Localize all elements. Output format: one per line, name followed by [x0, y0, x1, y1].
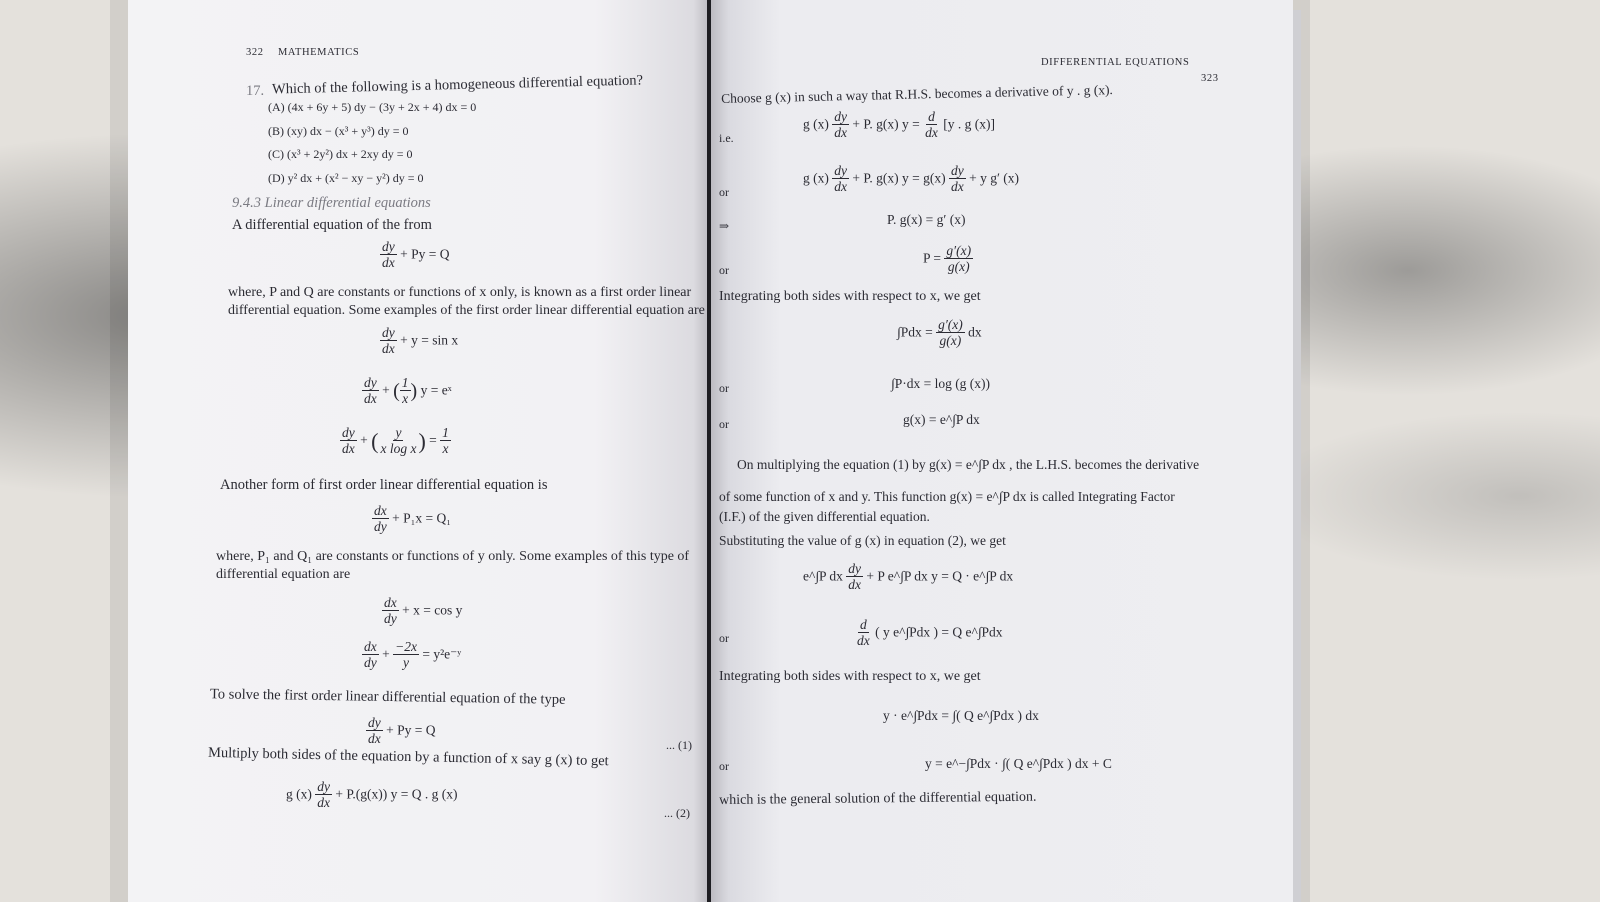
left-page — [128, 0, 711, 902]
solve-text: To solve the first order linear differential equation of the type — [209, 686, 566, 708]
left-page-number: 322 — [246, 47, 264, 58]
integrating-text-2: Integrating both sides with respect to x, we get — [719, 669, 981, 684]
equation-2-tag: ... (2) — [664, 806, 690, 820]
equation-1: $\frac{dy}{dx}$ + Py = Q — [368, 715, 436, 747]
fraction-dy-dx: $\frac{dy}{dx}$ — [382, 239, 395, 271]
equation-derivative-form: $\frac{d}{dx}$ ( y e^∫Pdx ) = Q e^∫Pdx — [857, 617, 1003, 649]
equation-1-tag: ... (1) — [666, 738, 692, 752]
multiplying-line-3: (I.F.) of the given differential equation. — [719, 509, 930, 524]
option-d: (D) y² dx + (x² − xy − y²) dy = 0 — [268, 171, 424, 185]
option-b: (B) (xy) dx − (x³ + y³) dy = 0 — [268, 124, 409, 138]
equation-p-g: P. g(x) = g′ (x) — [887, 212, 966, 227]
example-4: $\frac{dx}{dy}$ + x = cos y — [384, 595, 463, 627]
substituting-text: Substituting the value of g (x) in equation (2), we get — [719, 533, 1006, 548]
or-label-4: or — [719, 417, 729, 431]
equation-int-pdx: ∫Pdx = $\frac{g'(x)}{g(x)}$ dx — [897, 317, 982, 349]
equation-substituted: e^∫P dx $\frac{dy}{dx}$ + P e^∫P dx y = Q · e^∫P dx — [803, 561, 1014, 593]
or-label-1: or — [719, 185, 729, 199]
equation-int-log: ∫P·dx = log (g (x)) — [891, 376, 991, 391]
equation-ie: g (x) $\frac{dy}{dx}$ + P. g(x) y = $\frac{d}{dx}$ [y . g (x)] — [803, 109, 995, 141]
integrating-text-1: Integrating both sides with respect to x, we get — [719, 289, 981, 304]
or-label-2: or — [719, 263, 729, 277]
equation-form-2: $\frac{dx}{dy}$ + P₁x = Q₁ — [374, 503, 451, 535]
option-a: (A) (4x + 6y + 5) dy − (3y + 2x + 4) dx = 0 — [268, 100, 477, 114]
left-page-title: MATHEMATICS — [278, 47, 360, 58]
equation-general-solution: y = e^−∫Pdx · ∫( Q e^∫Pdx ) dx + C — [925, 756, 1112, 771]
example-5: $\frac{dx}{dy}$ + $\frac{-2x}{y}$ = y²e⁻ʸ — [364, 639, 462, 671]
paragraph-1-line-2: differential equation. Some examples of the first order linear differential equation are — [228, 303, 705, 318]
or-label-3: or — [719, 381, 729, 395]
equation-p-fraction: P = $\frac{g'(x)}{g(x)}$ — [923, 243, 972, 275]
equation-gx: g(x) = e^∫P dx — [903, 412, 980, 427]
or-label-6: or — [719, 759, 729, 773]
paragraph-2-line-2: differential equation are — [216, 567, 351, 582]
equation-y-integral: y · e^∫Pdx = ∫( Q e^∫Pdx ) dx — [883, 708, 1039, 723]
page-edge — [1293, 10, 1301, 902]
choose-text: Choose g (x) in such a way that R.H.S. becomes a derivative of y . g (x). — [720, 82, 1114, 106]
paragraph-1-line-1: where, P and Q are constants or functions of x only, is known as a first order linear — [228, 285, 692, 300]
example-2: $\frac{dy}{dx}$ + ( $\frac{1}{x}$ ) y = eˣ — [364, 375, 452, 407]
question-text: Which of the following is a homogeneous differential equation? — [271, 72, 644, 98]
section-heading: 9.4.3 Linear differential equations — [232, 195, 431, 211]
right-page — [711, 0, 1293, 902]
another-form-text: Another form of first order linear differential equation is — [220, 477, 548, 493]
question-number: 17. — [246, 83, 265, 99]
equation-main: $\frac{dy}{dx}$ + Py = Q — [382, 239, 450, 271]
multiplying-line-2: of some function of x and y. This function g(x) = e^∫P dx is called Integrating Factor — [719, 489, 1175, 504]
equation-or-1: g (x) $\frac{dy}{dx}$ + P. g(x) y = g(x) $\frac{dy}{dx}$ + y g′ (x) — [803, 163, 1020, 195]
example-1: $\frac{dy}{dx}$ + y = sin x — [382, 325, 459, 357]
right-page-number: 323 — [1201, 73, 1219, 84]
equation-2: g (x) $\frac{dy}{dx}$ + P.(g(x)) y = Q . g (x) — [286, 779, 458, 811]
example-3: $\frac{dy}{dx}$ + ( $\frac{y}{\text{x log x}}$ ) = $\frac{1}{x}$ — [342, 425, 449, 457]
option-c: (C) (x³ + 2y²) dx + 2xy dy = 0 — [268, 147, 413, 161]
right-page-title: DIFFERENTIAL EQUATIONS — [1041, 57, 1190, 68]
or-label-5: or — [719, 631, 729, 645]
multiply-text: Multiply both sides of the equation by a function of x say g (x) to get — [207, 744, 609, 770]
ie-label: i.e. — [719, 131, 734, 145]
multiplying-line-1: On multiplying the equation (1) by g(x) = e^∫P dx , the L.H.S. becomes the derivative — [737, 457, 1200, 472]
general-solution-text: which is the general solution of the differential equation. — [718, 789, 1037, 808]
implies-label: ⇒ — [719, 219, 730, 233]
paragraph-2-line-1: where, P₁ and Q₁ are constants or functions of y only. Some examples of this type of — [216, 549, 690, 564]
intro-text: A differential equation of the from — [232, 217, 432, 233]
